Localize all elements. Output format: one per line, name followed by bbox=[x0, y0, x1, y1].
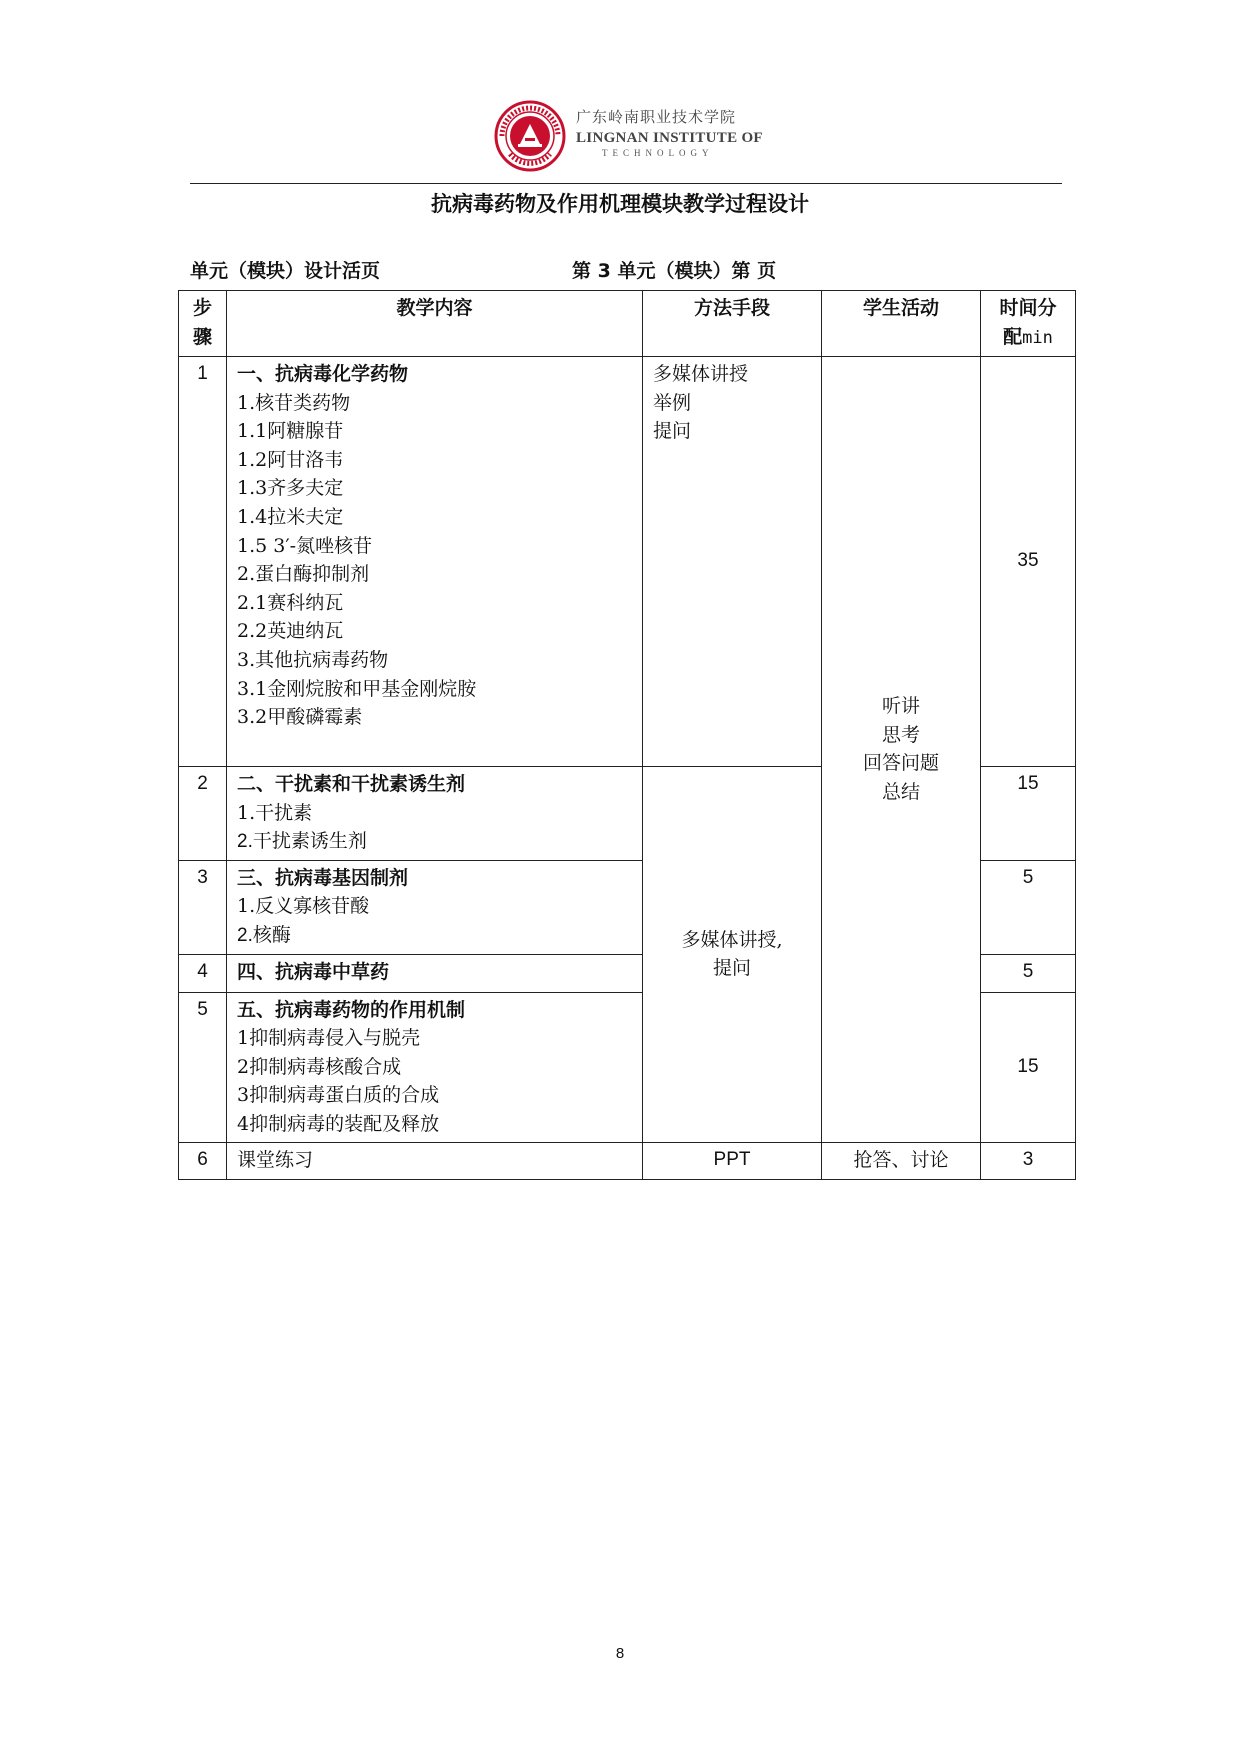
list-item: 2.1赛科纳瓦 bbox=[237, 591, 344, 614]
step-number: 4 bbox=[179, 954, 227, 992]
content-cell bbox=[227, 992, 643, 1142]
header-method: 方法手段 bbox=[643, 291, 822, 357]
list-item: 1.干扰素 bbox=[237, 801, 313, 824]
list-item: 3.1金刚烷胺和甲基金刚烷胺 bbox=[237, 677, 477, 700]
method-cell bbox=[643, 357, 822, 767]
activity-item: 听讲 bbox=[881, 695, 920, 718]
time-cell: 5 bbox=[981, 954, 1076, 992]
method-item: 举例 bbox=[653, 391, 692, 414]
section-title: 五、抗病毒药物的作用机制 bbox=[237, 998, 466, 1021]
content-cell bbox=[227, 767, 643, 861]
list-item: 3.其他抗病毒药物 bbox=[237, 648, 389, 671]
unit-info-line bbox=[190, 256, 1070, 283]
table-header-row bbox=[179, 291, 1076, 357]
list-item: 1.4拉米夫定 bbox=[237, 505, 344, 528]
unit-label: 单元（模块）设计活页 bbox=[190, 260, 381, 282]
list-item: 1.5 3′-氮唑核苷 bbox=[237, 534, 373, 557]
section-title: 四、抗病毒中草药 bbox=[237, 960, 390, 983]
institution-name-block bbox=[576, 106, 763, 158]
section-title: 一、抗病毒化学药物 bbox=[237, 363, 409, 385]
lesson-plan-table bbox=[178, 290, 1076, 1180]
list-item: 1.1阿糖腺苷 bbox=[237, 420, 344, 443]
method-item: 多媒体讲授 bbox=[653, 363, 749, 385]
page-number: 8 bbox=[615, 1645, 625, 1662]
step-number: 1 bbox=[179, 357, 227, 767]
institution-name-en-sub: TECHNOLOGY bbox=[602, 148, 714, 158]
activity-item: 回答问题 bbox=[862, 752, 939, 775]
method-item: 提问 bbox=[712, 957, 751, 980]
unit-number: 第 3 单元（模块）第 页 bbox=[572, 260, 777, 282]
list-item-text: 干扰素诱生剂 bbox=[252, 830, 367, 853]
list-item: 2抑制病毒核酸合成 bbox=[237, 1055, 402, 1078]
list-item bbox=[237, 827, 632, 857]
table-row bbox=[179, 357, 1076, 767]
step-number: 5 bbox=[179, 992, 227, 1142]
list-item: 2.2英迪纳瓦 bbox=[237, 620, 344, 643]
activity-cell bbox=[822, 357, 981, 1143]
list-item: 1.反义寡核苷酸 bbox=[237, 895, 370, 918]
method-cell: PPT bbox=[643, 1142, 822, 1179]
header-time: 时间分 配min bbox=[981, 291, 1076, 357]
section-title: 二、干扰素和干扰素诱生剂 bbox=[237, 773, 466, 795]
content-cell bbox=[227, 357, 643, 767]
list-item: 1.2阿甘洛韦 bbox=[237, 448, 344, 471]
table-row bbox=[179, 1142, 1076, 1179]
page-header bbox=[494, 100, 774, 174]
content-cell bbox=[227, 954, 643, 992]
list-item: 3.2甲酸磷霉素 bbox=[237, 706, 363, 729]
list-item bbox=[237, 921, 632, 951]
list-item: 1.核苷类药物 bbox=[237, 391, 351, 414]
time-cell: 3 bbox=[981, 1142, 1076, 1179]
activity-cell: 抢答、讨论 bbox=[822, 1142, 981, 1179]
item-list bbox=[237, 389, 632, 732]
section-title: 三、抗病毒基因制剂 bbox=[237, 866, 409, 889]
step-number: 2 bbox=[179, 767, 227, 861]
header-rule bbox=[190, 183, 1062, 184]
content-cell: 课堂练习 bbox=[227, 1142, 643, 1179]
content-cell bbox=[227, 860, 643, 954]
time-cell: 15 bbox=[981, 992, 1076, 1142]
header-step: 步 骤 bbox=[179, 291, 227, 357]
header-activity: 学生活动 bbox=[822, 291, 981, 357]
list-item: 3抑制病毒蛋白质的合成 bbox=[237, 1084, 440, 1107]
institution-logo bbox=[494, 100, 566, 172]
time-cell: 35 bbox=[981, 357, 1076, 767]
time-cell: 5 bbox=[981, 860, 1076, 954]
activity-item: 思考 bbox=[881, 723, 920, 746]
method-item: 多媒体讲授, bbox=[681, 928, 783, 951]
method-item: 提问 bbox=[653, 420, 692, 443]
institution-name-en: LINGNAN INSTITUTE OF bbox=[576, 130, 763, 146]
method-cell bbox=[643, 767, 822, 1143]
list-item-number: 2. bbox=[237, 924, 253, 946]
header-content: 教学内容 bbox=[227, 291, 643, 357]
list-item: 1抑制病毒侵入与脱壳 bbox=[237, 1027, 421, 1050]
time-cell: 15 bbox=[981, 767, 1076, 861]
list-item: 2.蛋白酶抑制剂 bbox=[237, 563, 370, 586]
activity-item: 总结 bbox=[881, 780, 920, 803]
document-title: 抗病毒药物及作用机理模块教学过程设计 bbox=[431, 192, 809, 216]
list-item-number: 2. bbox=[237, 831, 253, 853]
step-number: 3 bbox=[179, 860, 227, 954]
list-item: 1.3齐多夫定 bbox=[237, 477, 344, 500]
list-item: 4抑制病毒的装配及释放 bbox=[237, 1112, 440, 1135]
list-item-text: 核酶 bbox=[252, 923, 291, 946]
step-number: 6 bbox=[179, 1142, 227, 1179]
institution-name-cn: 广东岭南职业技术学院 bbox=[576, 108, 737, 126]
